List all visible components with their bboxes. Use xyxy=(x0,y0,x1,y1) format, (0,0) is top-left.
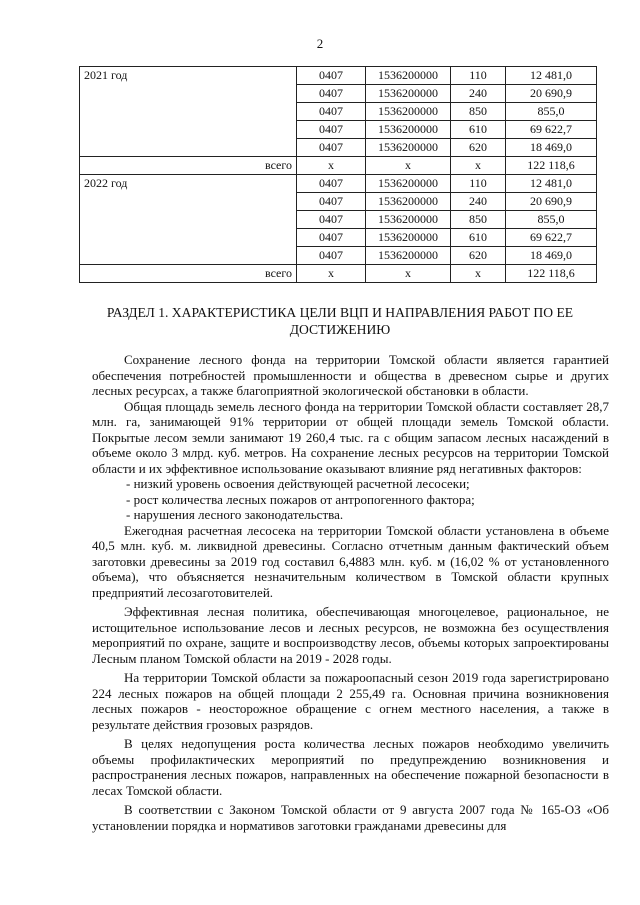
paragraph: В целях недопущения роста количества лесных пожаров необходимо увеличить объемы профилактических мероприятий по предупреждению возникновения и распространения лесных пожаров, направленных на обеспечение пожарной безопасности в лесах Томской области. xyxy=(92,736,609,798)
total-sum-cell: 122 118,6 xyxy=(506,265,597,283)
sum-cell: 69 622,7 xyxy=(506,229,597,247)
vr-cell: 850 xyxy=(451,211,506,229)
section-cell: 0407 xyxy=(297,211,366,229)
table-row xyxy=(80,67,597,85)
total-sum-cell: 122 118,6 xyxy=(506,157,597,175)
csr-cell: 1536200000 xyxy=(366,67,451,85)
section-cell: 0407 xyxy=(297,193,366,211)
csr-cell: 1536200000 xyxy=(366,247,451,265)
paragraph: Ежегодная расчетная лесосека на территории Томской области установлена в объеме 40,5 млн. куб. м. ликвидной древесины. Согласно отчетным данным фактический объем заготовки древесины за 2019 год составил 6,4883 млн. куб. м (16,02 % от установленного объема), что объясняется незначительным количеством в Томской области крупных предприятий лесозаготовителей. xyxy=(92,522,609,600)
csr-cell: 1536200000 xyxy=(366,193,451,211)
paragraph: Эффективная лесная политика, обеспечивающая многоцелевое, рациональное, не истощительное использование лесов и лесных ресурсов, не возможна без осуществления мероприятий по охране, защите и воспроизводству лесов, объемы которых запроектированы Лесным планом Томской области на 2019 - 2028 годы. xyxy=(92,604,609,666)
total-row xyxy=(80,265,597,283)
section-cell: 0407 xyxy=(297,121,366,139)
section-cell: 0407 xyxy=(297,67,366,85)
csr-cell: 1536200000 xyxy=(366,103,451,121)
section-cell: 0407 xyxy=(297,175,366,193)
section-title-line: ДОСТИЖЕНИЮ xyxy=(289,322,391,337)
csr-cell: 1536200000 xyxy=(366,211,451,229)
total-csr-cell: х xyxy=(366,265,451,283)
total-section-cell: х xyxy=(297,265,366,283)
total-label-cell: всего xyxy=(80,157,297,175)
section-cell: 0407 xyxy=(297,229,366,247)
sum-cell: 69 622,7 xyxy=(506,121,597,139)
sum-cell: 12 481,0 xyxy=(506,175,597,193)
vr-cell: 610 xyxy=(451,229,506,247)
vr-cell: 110 xyxy=(451,175,506,193)
budget-table xyxy=(79,66,597,283)
section-cell: 0407 xyxy=(297,247,366,265)
total-vr-cell: х xyxy=(451,265,506,283)
total-label-cell: всего xyxy=(80,265,297,283)
csr-cell: 1536200000 xyxy=(366,85,451,103)
total-section-cell: х xyxy=(297,157,366,175)
total-vr-cell: х xyxy=(451,157,506,175)
paragraph: Сохранение лесного фонда на территории Томской области является гарантией обеспечения потребностей промышленности и общества в древесном сырье и других лесных ресурсах, а также благоприятной экологической обстановки в области. xyxy=(92,352,609,398)
table-row xyxy=(80,175,597,193)
section-title-line: РАЗДЕЛ 1. ХАРАКТЕРИСТИКА ЦЕЛИ ВЦП И НАПРАВЛЕНИЯ РАБОТ ПО ЕЕ xyxy=(106,305,574,320)
paragraph: - рост количества лесных пожаров от антропогенного фактора; xyxy=(126,491,475,507)
sum-cell: 18 469,0 xyxy=(506,139,597,157)
sum-cell: 855,0 xyxy=(506,211,597,229)
vr-cell: 240 xyxy=(451,193,506,211)
sum-cell: 20 690,9 xyxy=(506,193,597,211)
csr-cell: 1536200000 xyxy=(366,121,451,139)
paragraph: - низкий уровень освоения действующей расчетной лесосеки; xyxy=(126,476,470,491)
vr-cell: 620 xyxy=(451,139,506,157)
year-cell: 2021 год xyxy=(80,67,297,157)
paragraph: - нарушения лесного законодательства. xyxy=(126,507,344,522)
total-row xyxy=(80,157,597,175)
page-number: 2 xyxy=(316,36,324,51)
vr-cell: 110 xyxy=(451,67,506,85)
vr-cell: 240 xyxy=(451,85,506,103)
paragraph: Общая площадь земель лесного фонда на территории Томской области составляет 28,7 млн. га, занимающей 91% территории от общей площади земель Томской области. Покрытые лесом земли занимают 19 260,4 тыс. га с общим запасом лесных насаждений в объеме около 3 млрд. куб. метров. На сохранение лесных ресурсов на территории Томской области и их эффективное использование оказывают влияние ряд негативных факторов: xyxy=(92,398,609,476)
body-text xyxy=(92,352,609,833)
year-cell: 2022 год xyxy=(80,175,297,265)
sum-cell: 855,0 xyxy=(506,103,597,121)
csr-cell: 1536200000 xyxy=(366,139,451,157)
section-cell: 0407 xyxy=(297,139,366,157)
budget-table-body xyxy=(80,67,597,283)
csr-cell: 1536200000 xyxy=(366,229,451,247)
csr-cell: 1536200000 xyxy=(366,175,451,193)
sum-cell: 20 690,9 xyxy=(506,85,597,103)
section-title xyxy=(80,304,600,338)
vr-cell: 620 xyxy=(451,247,506,265)
section-cell: 0407 xyxy=(297,85,366,103)
section-cell: 0407 xyxy=(297,103,366,121)
paragraph: На территории Томской области за пожароопасный сезон 2019 года зарегистрировано 224 лесных пожаров на общей площади 2 255,49 га. Основная причина возникновения лесных пожаров - неосторожное обращение с огнем местного населения, а также в результате действия грозовых разрядов. xyxy=(92,670,609,732)
sum-cell: 18 469,0 xyxy=(506,247,597,265)
paragraph: В соответствии с Законом Томской области от 9 августа 2007 года № 165-ОЗ «Об установлении порядка и нормативов заготовки гражданами древесины для xyxy=(92,802,609,833)
vr-cell: 850 xyxy=(451,103,506,121)
total-csr-cell: х xyxy=(366,157,451,175)
vr-cell: 610 xyxy=(451,121,506,139)
sum-cell: 12 481,0 xyxy=(506,67,597,85)
